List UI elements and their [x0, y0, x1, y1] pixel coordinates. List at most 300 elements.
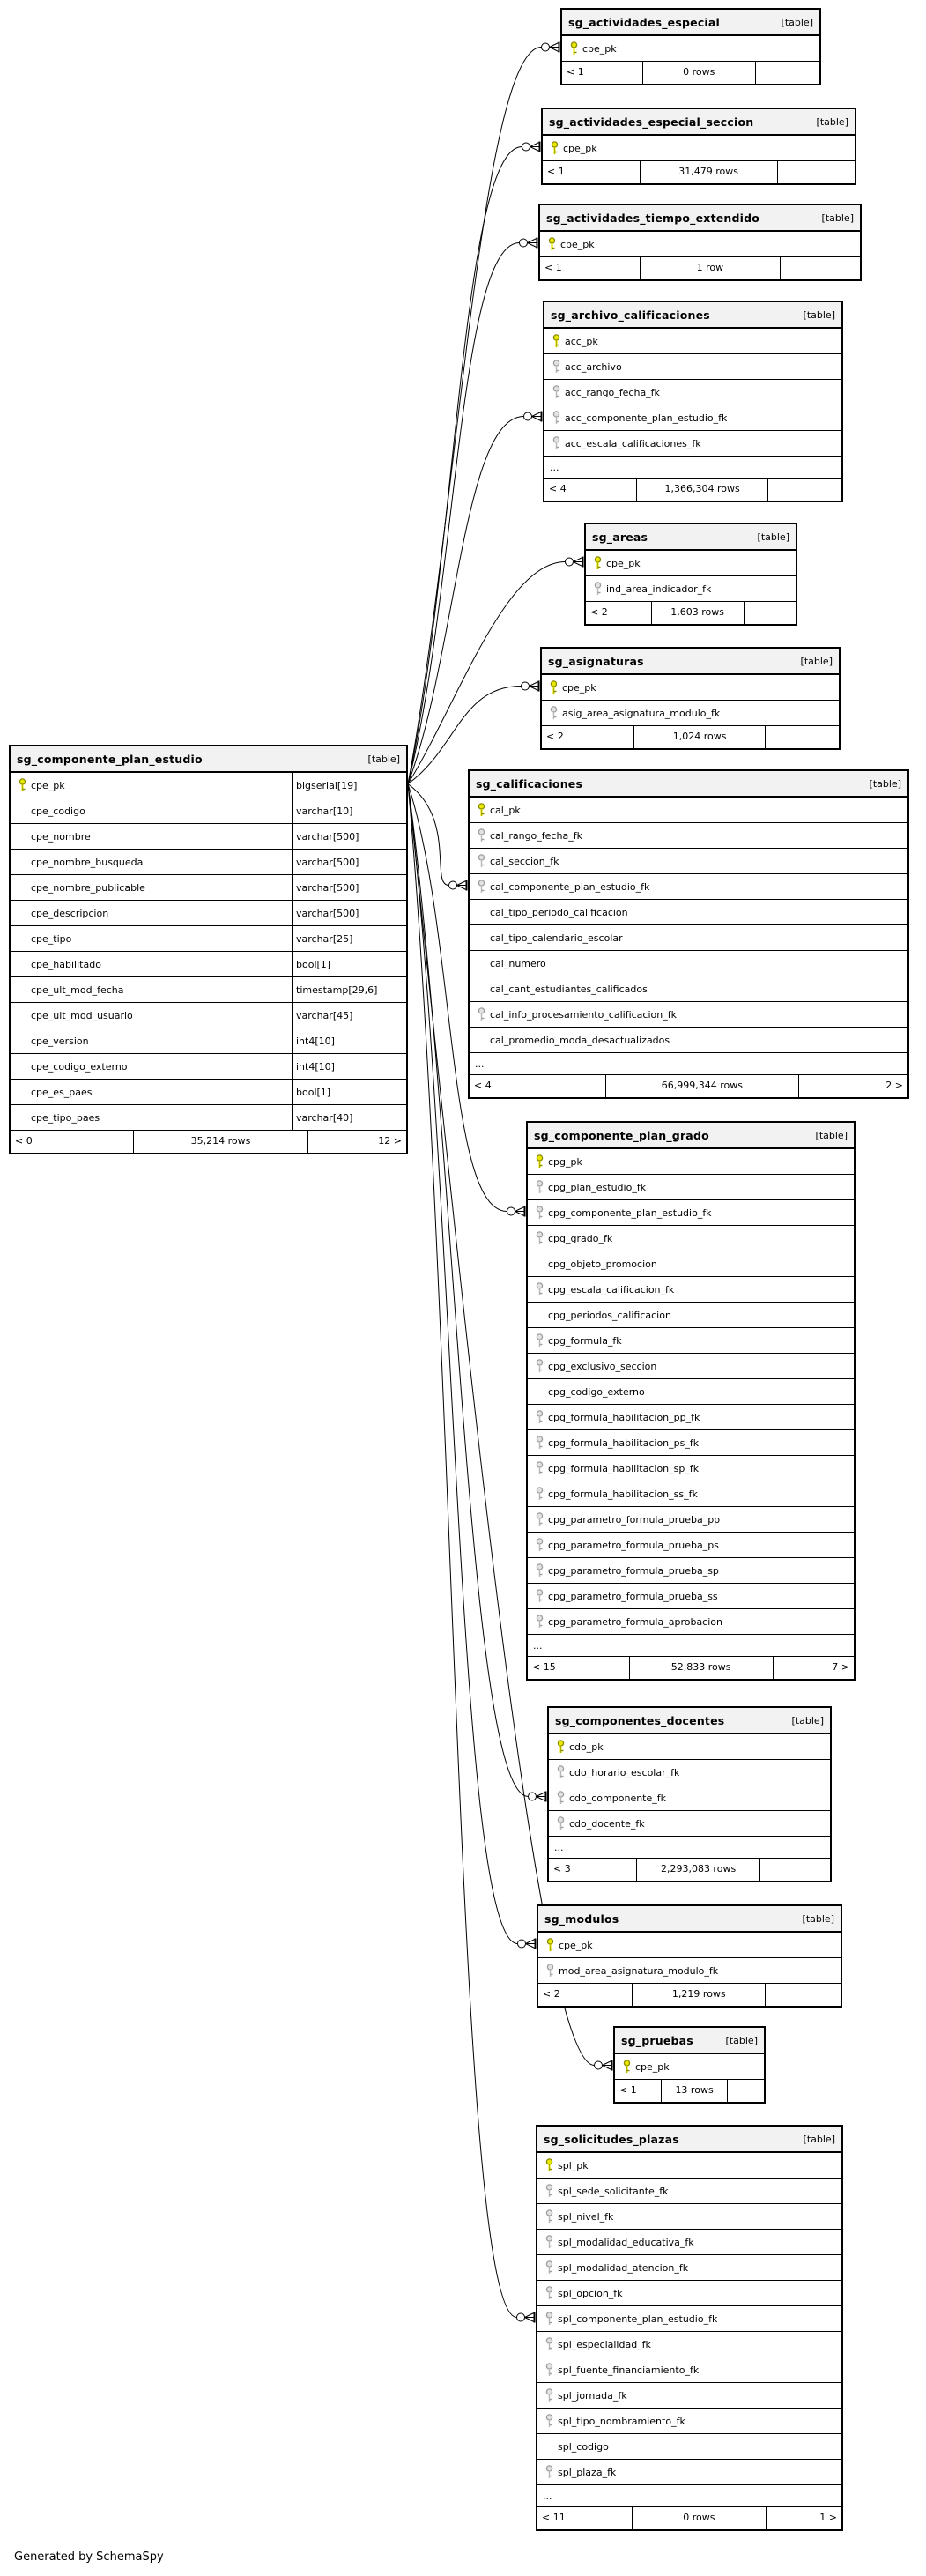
column-type: varchar[500] — [292, 875, 406, 900]
footer-row-count: 52,833 rows — [629, 1657, 773, 1679]
table-header — [562, 10, 819, 36]
column-name: cpg_parametro_formula_aprobacion — [548, 1615, 722, 1628]
foreign-key-icon — [545, 2337, 553, 2351]
column-name: cpe_nombre_publicable — [31, 881, 145, 894]
table-header — [586, 524, 796, 551]
column-cpg_periodos_calificacion — [528, 1303, 854, 1328]
column-name: cpg_codigo_externo — [548, 1385, 645, 1398]
table-sg_archivo_calificaciones[interactable] — [543, 301, 843, 502]
key-slot — [530, 1436, 548, 1450]
key-slot — [530, 1461, 548, 1475]
column-spl_nivel_fk — [537, 2204, 841, 2230]
column-cpg_parametro_formula_prueba_ss — [528, 1584, 854, 1609]
column-cpe_nombre — [11, 824, 406, 850]
key-slot — [540, 2286, 558, 2300]
table-name: sg_actividades_especial — [568, 15, 721, 29]
key-slot — [530, 1589, 548, 1603]
primary-key-icon — [594, 556, 602, 570]
column-spl_tipo_nombramiento_fk — [537, 2409, 841, 2434]
footer-degree-in: < 1 — [619, 2084, 637, 2096]
table-tag: [table] — [367, 753, 400, 765]
footer-degree-in: < 15 — [532, 1661, 556, 1673]
table-tag: [table] — [803, 308, 835, 321]
table-sg_modulos[interactable] — [537, 1904, 842, 2008]
column-name: cal_componente_plan_estudio_fk — [490, 880, 650, 893]
column-cal_rango_fecha_fk — [470, 823, 907, 849]
table-sg_componentes_docentes[interactable] — [547, 1706, 832, 1882]
key-slot — [547, 360, 565, 374]
column-cal_info_procesamiento_calificacion_fk — [470, 1002, 907, 1028]
crow-foot-connector — [529, 1792, 547, 1802]
ellipsis-row: ... — [549, 1837, 830, 1859]
table-name: sg_asignaturas — [548, 654, 644, 668]
table-header — [549, 1708, 830, 1734]
column-cal_tipo_calendario_escolar — [470, 925, 907, 951]
column-name: cpg_escala_calificacion_fk — [548, 1283, 675, 1295]
table-footer — [11, 1131, 406, 1153]
foreign-key-icon — [557, 1765, 565, 1779]
column-cpg_formula_habilitacion_ss_fk — [528, 1481, 854, 1507]
column-cpe_es_paes — [11, 1080, 406, 1105]
primary-key-icon — [545, 2158, 553, 2172]
table-name: sg_calificaciones — [476, 776, 583, 791]
footer-degree-in: < 1 — [567, 66, 584, 78]
table-name: sg_componentes_docentes — [555, 1713, 725, 1727]
foreign-key-icon — [478, 854, 485, 868]
foreign-key-icon — [536, 1615, 544, 1629]
key-slot — [547, 385, 565, 399]
column-cdo_componente_fk — [549, 1785, 830, 1811]
column-acc_archivo — [544, 354, 841, 380]
column-name: cpg_plan_estudio_fk — [548, 1181, 647, 1193]
key-slot — [530, 1410, 548, 1424]
column-name: spl_pk — [558, 2159, 589, 2171]
column-name: cal_seccion_fk — [490, 855, 559, 867]
column-name: spl_tipo_nombramiento_fk — [558, 2415, 685, 2427]
key-slot — [540, 2235, 558, 2249]
key-slot — [530, 1180, 548, 1194]
key-slot — [589, 582, 606, 596]
crow-foot-connector — [566, 557, 584, 568]
table-name: sg_componente_plan_grado — [534, 1128, 709, 1142]
foreign-key-icon — [557, 1816, 565, 1830]
column-name: cpg_objeto_promocion — [548, 1258, 657, 1270]
column-name: cpe_ult_mod_usuario — [31, 1009, 133, 1021]
footer-degree-out — [765, 726, 839, 748]
table-footer — [470, 1075, 907, 1097]
column-type: varchar[10] — [292, 798, 406, 823]
foreign-key-icon — [536, 1461, 544, 1475]
column-name: cal_tipo_calendario_escolar — [490, 932, 623, 944]
relationship-line — [408, 147, 522, 784]
key-slot — [472, 803, 490, 817]
primary-key-icon — [552, 334, 560, 348]
column-name: cpe_tipo_paes — [31, 1111, 100, 1124]
column-cpe_ult_mod_fecha — [11, 977, 406, 1003]
table-header — [615, 2028, 764, 2054]
column-name: cpg_formula_habilitacion_pp_fk — [548, 1411, 700, 1423]
column-cpe_ult_mod_usuario — [11, 1003, 406, 1028]
column-cpg_codigo_externo — [528, 1379, 854, 1405]
column-name: cpe_pk — [562, 681, 596, 694]
column-cpg_formula_habilitacion_sp_fk — [528, 1456, 854, 1481]
footer-degree-in: < 4 — [474, 1080, 492, 1091]
key-slot — [530, 1512, 548, 1526]
column-name: cpg_formula_habilitacion_sp_fk — [548, 1462, 700, 1474]
column-name: cal_promedio_moda_desactualizados — [490, 1034, 670, 1046]
column-type: varchar[500] — [292, 824, 406, 849]
table-header — [470, 771, 907, 798]
table-sg_solicitudes_plazas[interactable] — [536, 2125, 843, 2531]
table-tag: [table] — [725, 2034, 758, 2046]
column-cpe_pk — [542, 675, 839, 701]
column-spl_modalidad_educativa_fk — [537, 2230, 841, 2255]
column-name: cpg_periodos_calificacion — [548, 1309, 671, 1321]
key-slot — [540, 2414, 558, 2428]
footer-degree-out: 1 > — [766, 2507, 841, 2529]
column-name: cpe_es_paes — [31, 1086, 93, 1098]
column-type: varchar[40] — [292, 1105, 406, 1130]
column-name: acc_rango_fecha_fk — [565, 386, 660, 398]
footer-degree-in: < 2 — [546, 731, 564, 742]
column-name: cpg_grado_fk — [548, 1232, 613, 1244]
column-cpg_formula_habilitacion_pp_fk — [528, 1405, 854, 1430]
foreign-key-icon — [536, 1512, 544, 1526]
column-spl_especialidad_fk — [537, 2332, 841, 2357]
key-slot — [589, 556, 606, 570]
crow-foot-connector — [518, 1939, 537, 1949]
column-cpe_tipo_paes — [11, 1105, 406, 1131]
column-acc_pk — [544, 329, 841, 354]
column-name: cpe_descripcion — [31, 907, 109, 919]
table-tag: [table] — [757, 531, 789, 543]
column-name: spl_jornada_fk — [558, 2389, 627, 2402]
key-slot — [530, 1206, 548, 1220]
column-cpg_formula_habilitacion_ps_fk — [528, 1430, 854, 1456]
table-sg_actividades_tiempo_extendido[interactable] — [538, 204, 862, 281]
column-name: cpg_formula_habilitacion_ps_fk — [548, 1436, 700, 1449]
column-name: cpg_pk — [548, 1155, 582, 1168]
table-name: sg_pruebas — [621, 2033, 693, 2047]
table-header — [11, 746, 406, 773]
column-type: bigserial[19] — [292, 773, 406, 798]
column-acc_rango_fecha_fk — [544, 380, 841, 405]
table-sg_actividades_especial_seccion[interactable] — [541, 108, 856, 185]
column-name: cpe_pk — [635, 2060, 670, 2073]
column-spl_fuente_financiamiento_fk — [537, 2357, 841, 2383]
ellipsis-row: ... — [537, 2485, 841, 2507]
foreign-key-icon — [536, 1589, 544, 1603]
column-name: spl_sede_solicitante_fk — [558, 2185, 669, 2197]
relationship-line — [408, 48, 542, 784]
crow-foot-connector — [520, 238, 538, 249]
footer-degree-out: 2 > — [798, 1075, 907, 1097]
column-cpe_pk — [543, 136, 855, 161]
footer-row-count: 1,024 rows — [633, 726, 764, 748]
column-name: spl_modalidad_educativa_fk — [558, 2236, 694, 2248]
footer-degree-in: < 0 — [15, 1135, 33, 1147]
foreign-key-icon — [545, 2184, 553, 2198]
column-type: varchar[500] — [292, 901, 406, 925]
table-name: sg_actividades_especial_seccion — [549, 115, 754, 129]
foreign-key-icon — [594, 582, 602, 596]
key-slot — [618, 2060, 635, 2074]
column-name: cpe_habilitado — [31, 958, 101, 970]
column-cpg_parametro_formula_prueba_pp — [528, 1507, 854, 1533]
table-footer — [615, 2080, 764, 2102]
table-tag: [table] — [802, 1912, 834, 1925]
column-name: spl_especialidad_fk — [558, 2338, 651, 2350]
footer-degree-out — [780, 257, 860, 279]
crow-foot-connector — [522, 681, 540, 692]
table-sg_componente_plan_estudio[interactable] — [9, 745, 408, 1154]
column-cal_seccion_fk — [470, 849, 907, 874]
column-spl_pk — [537, 2153, 841, 2179]
ellipsis-row: ... — [528, 1635, 854, 1657]
table-tag: [table] — [869, 777, 901, 790]
ellipsis-row: ... — [470, 1053, 907, 1075]
foreign-key-icon — [478, 1007, 485, 1021]
foreign-key-icon — [545, 2414, 553, 2428]
column-spl_opcion_fk — [537, 2281, 841, 2306]
footer-degree-in: < 3 — [553, 1863, 571, 1874]
column-name: spl_opcion_fk — [558, 2287, 623, 2299]
key-slot — [540, 2337, 558, 2351]
foreign-key-icon — [545, 2388, 553, 2402]
footer-degree-out: 12 > — [307, 1131, 406, 1153]
primary-key-icon — [536, 1154, 544, 1169]
footer-row-count: 1,603 rows — [651, 602, 744, 624]
primary-key-icon — [19, 778, 26, 792]
column-mod_area_asignatura_modulo_fk — [538, 1958, 841, 1984]
footer-row-count: 66,999,344 rows — [605, 1075, 798, 1097]
column-name: cpe_pk — [563, 142, 597, 154]
column-name: cpg_parametro_formula_prueba_ps — [548, 1539, 719, 1551]
column-name: cal_numero — [490, 957, 546, 969]
column-name: spl_fuente_financiamiento_fk — [558, 2364, 700, 2376]
foreign-key-icon — [536, 1538, 544, 1552]
column-name: acc_pk — [565, 335, 598, 347]
key-slot — [547, 334, 565, 348]
table-sg_areas[interactable] — [584, 523, 797, 626]
key-slot — [530, 1538, 548, 1552]
key-slot — [530, 1563, 548, 1578]
table-tag: [table] — [781, 16, 813, 28]
key-slot — [552, 1791, 569, 1805]
footer-degree-out — [759, 1859, 830, 1881]
table-header — [528, 1123, 854, 1149]
table-header — [537, 2127, 841, 2153]
column-type: int4[10] — [292, 1054, 406, 1079]
footer-row-count: 1,219 rows — [632, 1984, 765, 2006]
primary-key-icon — [557, 1740, 565, 1754]
column-name: acc_escala_calificaciones_fk — [565, 437, 701, 449]
key-slot — [540, 2465, 558, 2479]
column-cal_cant_estudiantes_calificados — [470, 976, 907, 1002]
footer-row-count: 0 rows — [642, 62, 755, 84]
key-slot — [547, 436, 565, 450]
key-slot — [541, 1964, 559, 1978]
column-name: cpe_nombre_busqueda — [31, 856, 144, 868]
foreign-key-icon — [536, 1359, 544, 1373]
foreign-key-icon — [536, 1231, 544, 1245]
relationship-line — [408, 243, 520, 784]
key-slot — [565, 41, 582, 56]
footer-degree-out: 7 > — [773, 1657, 855, 1679]
crow-foot-connector — [449, 880, 468, 891]
footer-degree-in: < 4 — [549, 483, 567, 494]
column-cpe_pk — [562, 36, 819, 62]
column-name: cal_tipo_periodo_calificacion — [490, 906, 628, 918]
column-acc_escala_calificaciones_fk — [544, 431, 841, 457]
key-slot — [13, 778, 31, 792]
column-name: spl_modalidad_atencion_fk — [558, 2261, 689, 2274]
column-name: cpe_pk — [582, 42, 617, 55]
foreign-key-icon — [536, 1487, 544, 1501]
column-cal_numero — [470, 951, 907, 976]
foreign-key-icon — [546, 1964, 554, 1978]
table-name: sg_areas — [592, 530, 648, 544]
key-slot — [547, 411, 565, 425]
column-type: bool[1] — [292, 952, 406, 976]
footer-degree-out — [727, 2080, 764, 2102]
table-footer — [528, 1657, 854, 1679]
column-asig_area_asignatura_modulo_fk — [542, 701, 839, 726]
column-cpe_descripcion — [11, 901, 406, 926]
column-name: cpg_parametro_formula_prueba_ss — [548, 1590, 718, 1602]
footer-row-count: 13 rows — [661, 2080, 726, 2102]
key-slot — [552, 1740, 569, 1754]
table-sg_asignaturas[interactable] — [540, 647, 841, 750]
primary-key-icon — [550, 680, 558, 694]
primary-key-icon — [478, 803, 485, 817]
column-cdo_docente_fk — [549, 1811, 830, 1837]
foreign-key-icon — [478, 828, 485, 843]
column-type: varchar[500] — [292, 850, 406, 874]
column-cpe_codigo — [11, 798, 406, 824]
footer-degree-out — [767, 479, 841, 501]
column-name: cpe_codigo_externo — [31, 1060, 128, 1073]
column-cpe_pk — [615, 2054, 764, 2080]
column-cpe_version — [11, 1028, 406, 1054]
crow-foot-connector — [595, 2060, 613, 2071]
column-name: cpe_pk — [560, 238, 595, 250]
column-cal_pk — [470, 798, 907, 823]
foreign-key-icon — [545, 2235, 553, 2249]
footer-degree-out — [744, 602, 796, 624]
foreign-key-icon — [478, 880, 485, 894]
column-cpg_componente_plan_estudio_fk — [528, 1200, 854, 1226]
footer-degree-out — [765, 1984, 841, 2006]
column-cpg_objeto_promocion — [528, 1251, 854, 1277]
column-cpg_grado_fk — [528, 1226, 854, 1251]
key-slot — [530, 1282, 548, 1296]
relationship-line — [408, 417, 524, 784]
column-name: cpg_exclusivo_seccion — [548, 1360, 657, 1372]
table-footer — [544, 479, 841, 501]
key-slot — [472, 880, 490, 894]
table-footer — [586, 602, 796, 624]
foreign-key-icon — [545, 2363, 553, 2377]
table-name: sg_actividades_tiempo_extendido — [546, 211, 760, 225]
foreign-key-icon — [557, 1791, 565, 1805]
column-acc_componente_plan_estudio_fk — [544, 405, 841, 431]
column-cpg_pk — [528, 1149, 854, 1175]
primary-key-icon — [551, 141, 559, 155]
foreign-key-icon — [536, 1206, 544, 1220]
table-tag: [table] — [815, 1129, 848, 1141]
column-cpg_escala_calificacion_fk — [528, 1277, 854, 1303]
column-cpe_nombre_busqueda — [11, 850, 406, 875]
table-sg_calificaciones[interactable] — [468, 769, 909, 1099]
footer-degree-in: < 11 — [542, 2512, 566, 2523]
table-footer — [543, 161, 855, 183]
table-sg_componente_plan_grado[interactable] — [526, 1121, 856, 1681]
table-footer — [562, 62, 819, 84]
key-slot — [552, 1765, 569, 1779]
column-cpg_parametro_formula_prueba_sp — [528, 1558, 854, 1584]
table-header — [544, 302, 841, 329]
column-name: cdo_docente_fk — [569, 1817, 645, 1830]
column-cal_componente_plan_estudio_fk — [470, 874, 907, 900]
crow-foot-connector — [517, 2312, 536, 2323]
column-spl_sede_solicitante_fk — [537, 2179, 841, 2204]
key-slot — [540, 2158, 558, 2172]
column-name: acc_archivo — [565, 360, 622, 373]
footer-degree-in: < 2 — [543, 1988, 560, 2000]
table-footer — [537, 2507, 841, 2529]
column-name: cpg_componente_plan_estudio_fk — [548, 1206, 712, 1219]
column-cal_tipo_periodo_calificacion — [470, 900, 907, 925]
key-slot — [540, 2209, 558, 2223]
column-name: cpe_pk — [31, 779, 65, 791]
key-slot — [530, 1359, 548, 1373]
column-cdo_horario_escolar_fk — [549, 1760, 830, 1785]
crow-foot-connector — [524, 412, 543, 422]
table-footer — [542, 726, 839, 748]
table-name: sg_archivo_calificaciones — [551, 308, 710, 322]
table-header — [540, 205, 860, 232]
footer-row-count: 31,479 rows — [640, 161, 777, 183]
column-spl_codigo — [537, 2434, 841, 2460]
column-spl_jornada_fk — [537, 2383, 841, 2409]
column-name: cpe_pk — [606, 557, 641, 569]
foreign-key-icon — [552, 385, 560, 399]
primary-key-icon — [546, 1938, 554, 1952]
table-header — [538, 1906, 841, 1933]
column-spl_componente_plan_estudio_fk — [537, 2306, 841, 2332]
column-ind_area_indicador_fk — [586, 576, 796, 602]
table-sg_actividades_especial[interactable] — [560, 8, 821, 85]
foreign-key-icon — [536, 1436, 544, 1450]
table-sg_pruebas[interactable] — [613, 2026, 766, 2104]
column-name: cpe_pk — [559, 1939, 593, 1951]
footer-degree-in: < 1 — [544, 262, 562, 273]
column-cdo_pk — [549, 1734, 830, 1760]
column-name: cpe_codigo — [31, 805, 85, 817]
table-name: sg_solicitudes_plazas — [544, 2132, 679, 2146]
key-slot — [552, 1816, 569, 1830]
foreign-key-icon — [545, 2312, 553, 2326]
table-footer — [549, 1859, 830, 1881]
column-name: cpg_formula_habilitacion_ss_fk — [548, 1488, 698, 1500]
column-cpe_pk — [586, 551, 796, 576]
footer-degree-in: < 2 — [590, 606, 608, 618]
key-slot — [544, 706, 562, 720]
key-slot — [541, 1938, 559, 1952]
key-slot — [530, 1615, 548, 1629]
foreign-key-icon — [536, 1282, 544, 1296]
